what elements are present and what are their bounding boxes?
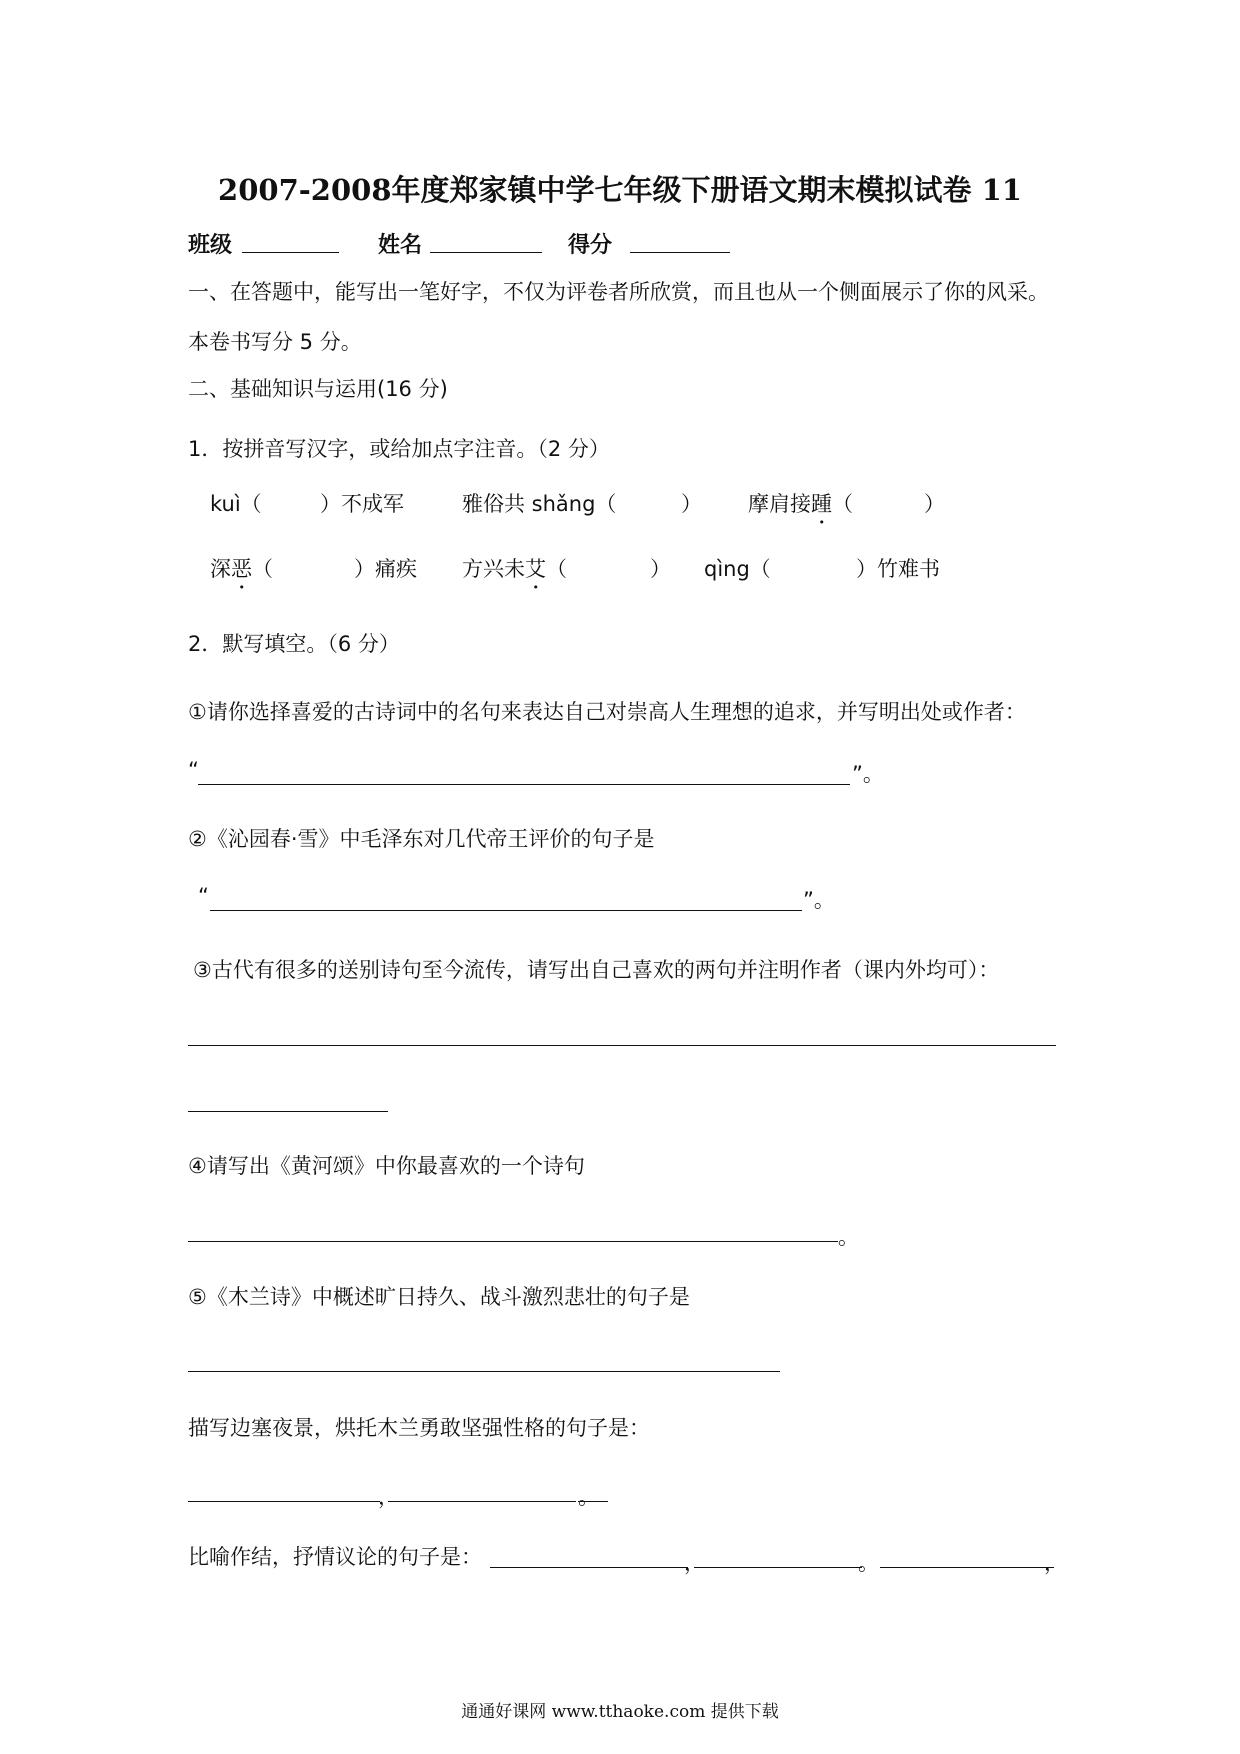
q2-item2-answer-line[interactable] — [210, 910, 802, 911]
q2-item2-open-quote: “ — [198, 884, 209, 908]
q1-dotted-char-wu: 恶 — [231, 557, 252, 581]
score-blank[interactable] — [630, 252, 730, 253]
q2-item4: ④请写出《黄河颂》中你最喜欢的一个诗句 — [188, 1154, 585, 1178]
q1-item-shang-end: ） — [681, 492, 702, 516]
q2-item1-close-quote: ”。 — [852, 762, 884, 786]
q2-item2-close-quote: ”。 — [803, 888, 835, 912]
q1-item-qing-end: ）竹难书 — [856, 557, 940, 581]
q1-item-wu-open: （ — [252, 557, 273, 581]
q2-item5b-period: 。 — [578, 1485, 599, 1509]
section1-line1: 一、在答题中，能写出一笔好字，不仅为评卷者所欣赏，而且也从一个侧面展示了你的风采。 — [188, 280, 1049, 304]
q1-item-ai — [462, 553, 567, 594]
q2-item3-answer-line-2[interactable] — [188, 1111, 388, 1112]
q2-item2: ②《沁园春·雪》中毛泽东对几代帝王评价的句子是 — [188, 827, 655, 851]
q2-item4-period: 。 — [838, 1225, 859, 1249]
q1-dotted-char-zhong: 踵 — [811, 492, 832, 516]
q1-item-wu — [210, 553, 273, 594]
q1-dotted-char-ai: 艾 — [525, 557, 546, 581]
q2-item5b-answer-line-tail — [578, 1501, 608, 1502]
class-label: 班级 — [188, 233, 233, 258]
q2-item5-answer-line[interactable] — [188, 1371, 780, 1372]
q2-title: 2．默写填空。（6 分） — [188, 632, 400, 656]
q1-item-zhong-open: （ — [832, 492, 853, 516]
q2-item5b-answer-line-1[interactable] — [188, 1501, 380, 1502]
q1-title: 1．按拼音写汉字，或给加点字注音。（2 分） — [188, 437, 610, 461]
q2-item5c-answer-line-2[interactable] — [694, 1567, 862, 1568]
q2-item5b-answer-line-2[interactable] — [388, 1501, 576, 1502]
q1-item-zhong-end: ） — [924, 492, 945, 516]
q2-item3: ③古代有很多的送别诗句至今流传，请写出自己喜欢的两句并注明作者（课内外均可）： — [193, 958, 1000, 982]
q2-item1-answer-line[interactable] — [198, 784, 850, 785]
q2-item3-answer-line-1[interactable] — [188, 1045, 1056, 1046]
q2-item5b-comma: ， — [378, 1485, 399, 1509]
q1-item-ai-open: （ — [546, 557, 567, 581]
q2-item5c-comma-1: ， — [684, 1551, 705, 1575]
q2-item5c-answer-line-3[interactable] — [880, 1567, 1054, 1568]
q1-item-wu-end: ）痛疾 — [354, 557, 417, 581]
q2-item5c-comma-2: ， — [1044, 1551, 1065, 1575]
q1-item-kui-end: ）不成军 — [320, 492, 404, 516]
q2-item5c-answer-line-1[interactable] — [490, 1567, 688, 1568]
section2-title: 二、基础知识与运用(16 分) — [188, 377, 448, 401]
section1-line2: 本卷书写分 5 分。 — [188, 330, 362, 354]
q2-item5b: 描写边塞夜景，烘托木兰勇敢坚强性格的句子是： — [188, 1416, 650, 1440]
q1-item-wu-text: 深 — [210, 557, 231, 581]
q2-item5: ⑤《木兰诗》中概述旷日持久、战斗激烈悲壮的句子是 — [188, 1285, 690, 1309]
q2-item5c: 比喻作结，抒情议论的句子是： — [188, 1545, 482, 1569]
q1-item-ai-end: ） — [650, 557, 671, 581]
q2-item5c-period: 。 — [858, 1551, 879, 1575]
name-label: 姓名 — [378, 233, 423, 258]
name-blank[interactable] — [430, 252, 542, 253]
q2-item1-open-quote: “ — [188, 758, 199, 782]
class-blank[interactable] — [242, 252, 339, 253]
q1-item-kui-start: kuì（ — [210, 492, 262, 516]
footer-credit: 通通好课网 www.tthaoke.com 提供下载 — [461, 1702, 779, 1722]
q1-item-ai-text: 方兴未 — [462, 557, 525, 581]
q1-item-zhong — [748, 488, 853, 529]
q2-item1: ①请你选择喜爱的古诗词中的名句来表达自己对崇高人生理想的追求，并写明出处或作者： — [188, 700, 1026, 724]
score-label: 得分 — [568, 233, 613, 258]
q1-item-shang-start: 雅俗共 shǎng（ — [462, 492, 617, 516]
q1-item-qing-start: qìng（ — [704, 557, 771, 581]
page-title: 2007-2008年度郑家镇中学七年级下册语文期末模拟试卷 11 — [218, 173, 1022, 207]
q2-item4-answer-line[interactable] — [188, 1241, 838, 1242]
q1-item-zhong-text: 摩肩接 — [748, 492, 811, 516]
